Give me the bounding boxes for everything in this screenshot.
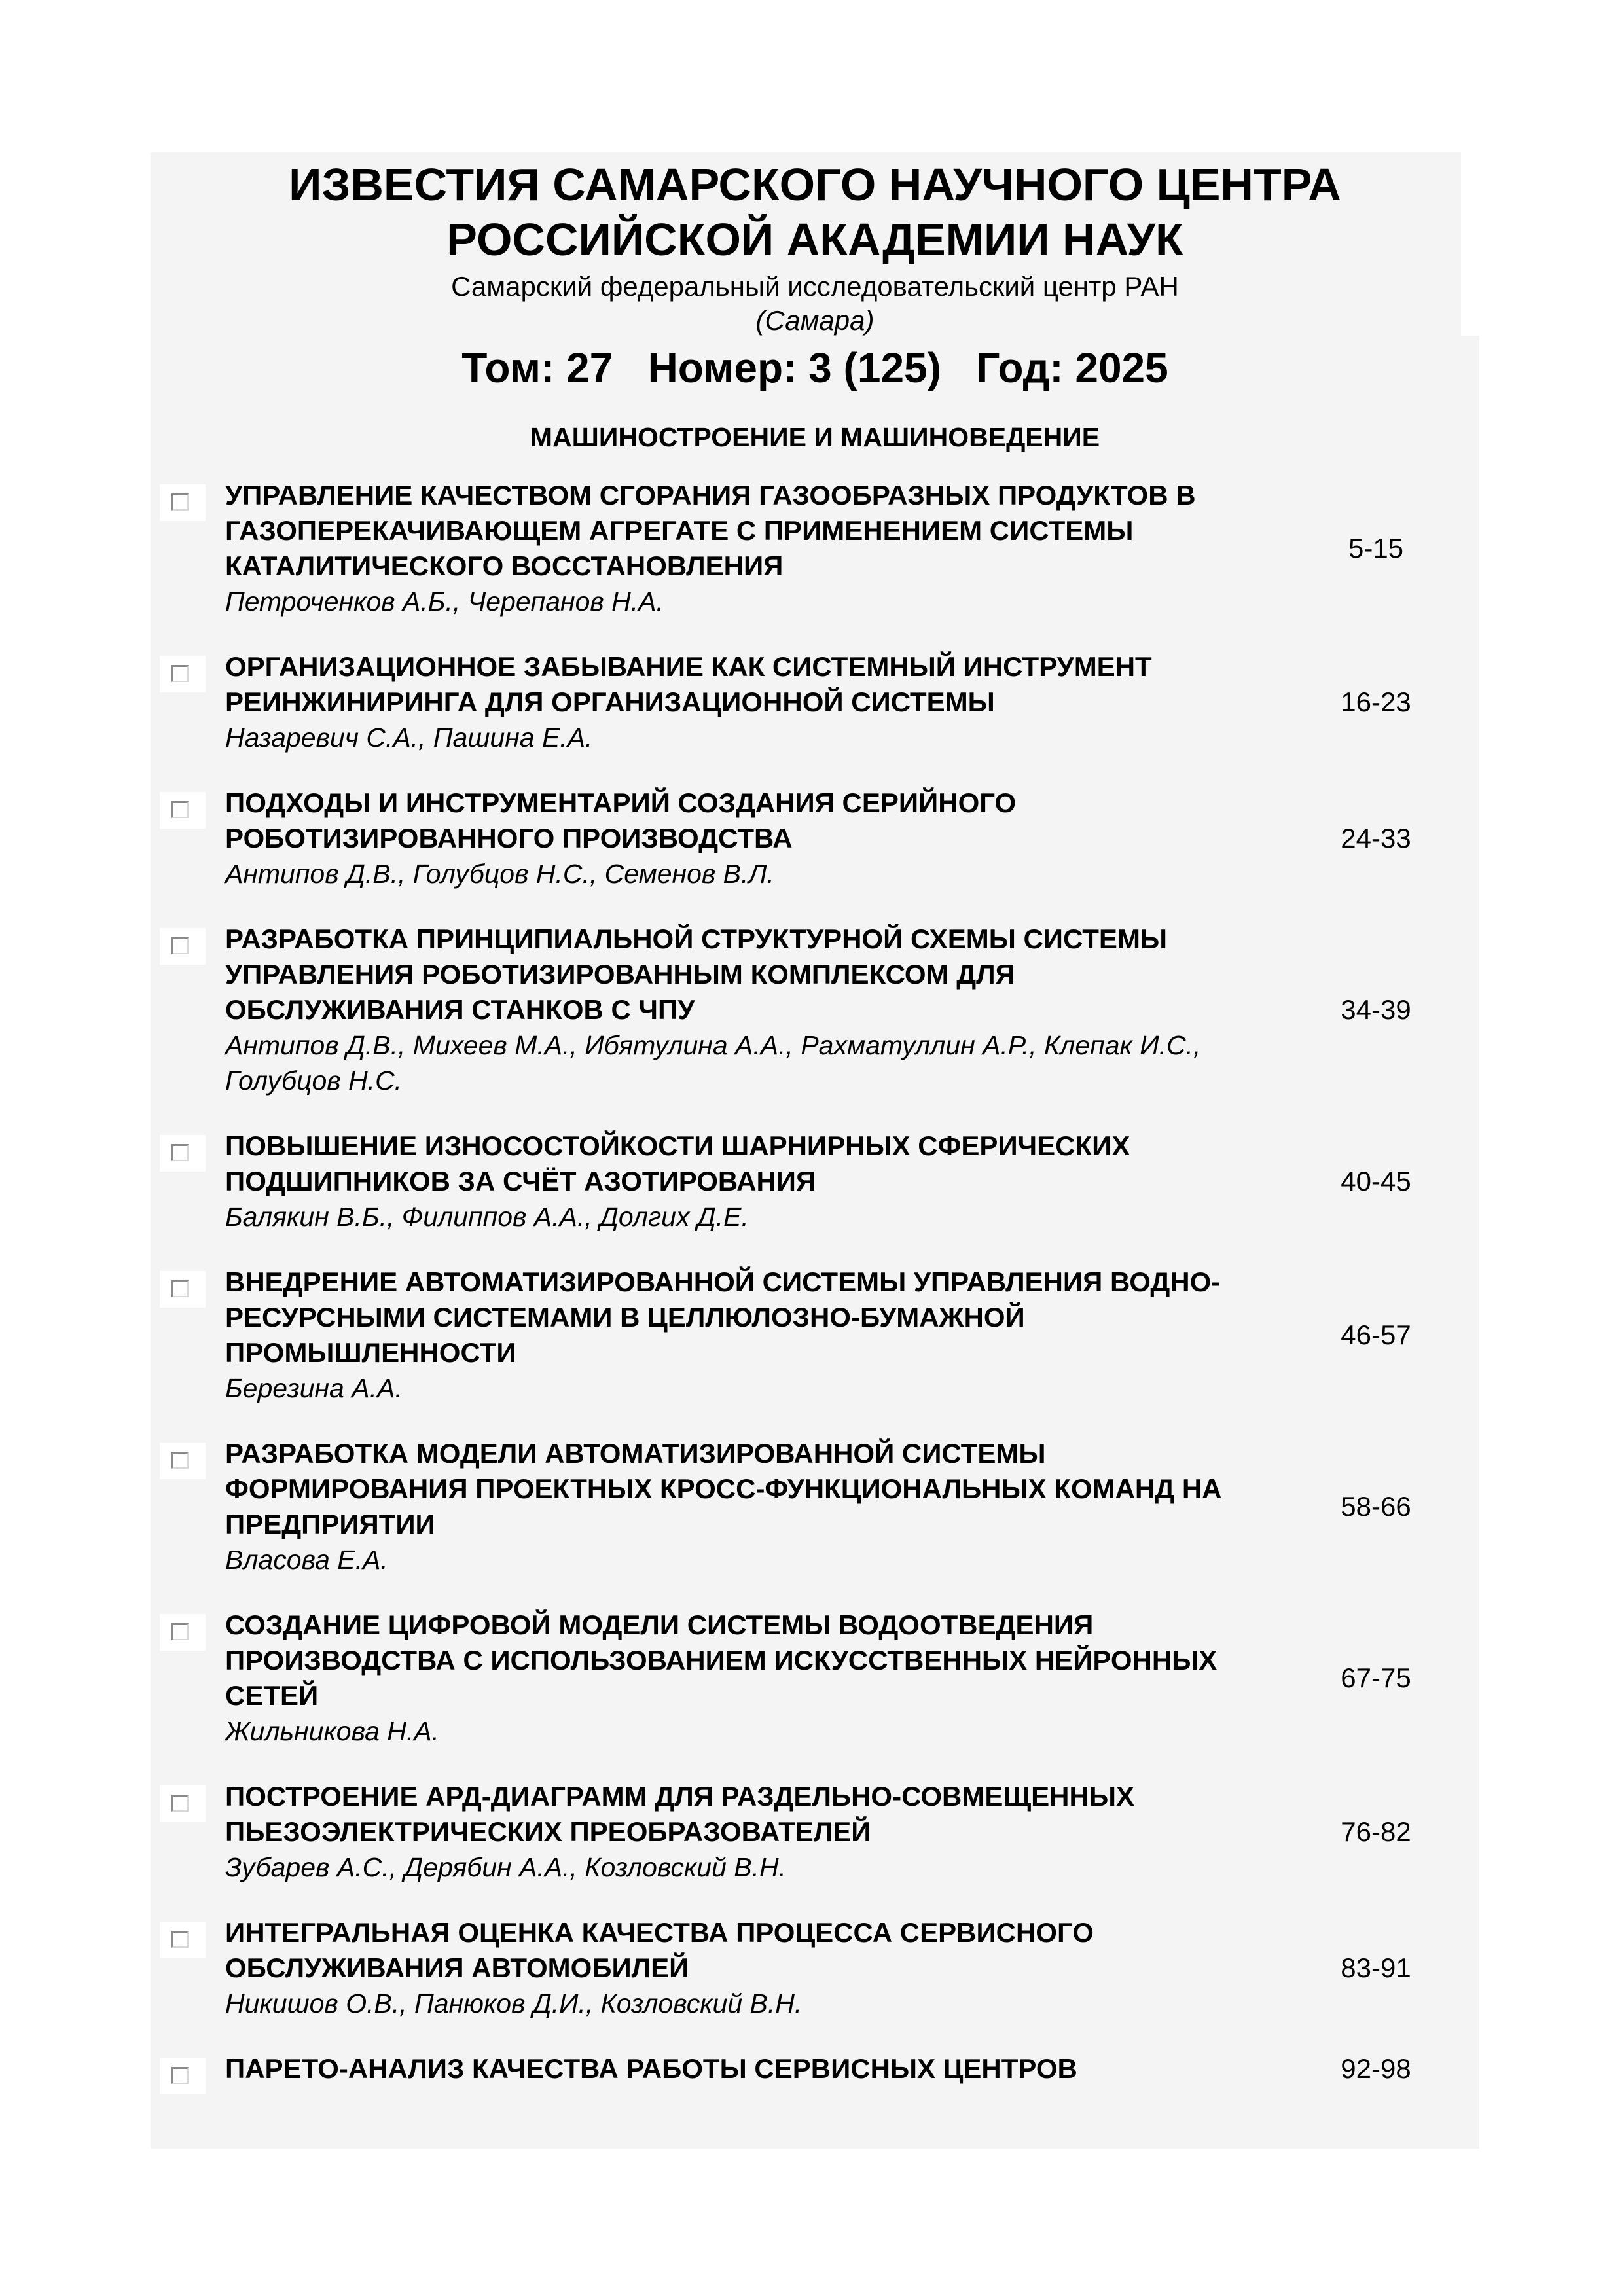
- checkbox-icon: [171, 493, 189, 511]
- article-title[interactable]: ПОВЫШЕНИЕ ИЗНОСОСТОЙКОСТИ ШАРНИРНЫХ СФЕРИЧЕСКИХ ПОДШИПНИКОВ ЗА СЧЁТ АЗОТИРОВАНИЯ: [225, 1130, 1130, 1196]
- article-title[interactable]: ИНТЕГРАЛЬНАЯ ОЦЕНКА КАЧЕСТВА ПРОЦЕССА СЕРВИСНОГО ОБСЛУЖИВАНИЯ АВТОМОБИЛЕЙ: [225, 1917, 1094, 1983]
- article-item: [151, 478, 1479, 619]
- article-checkbox[interactable]: [160, 2058, 206, 2094]
- article-authors: Петроченков А.Б., Черепанов Н.А.: [225, 586, 664, 617]
- issue-volume: Том: 27: [461, 344, 613, 391]
- issue-info: [151, 342, 1479, 394]
- issue-year: Год: 2025: [976, 344, 1168, 391]
- issue-number: Номер: 3 (125): [647, 344, 941, 391]
- article-pages: 40-45: [1341, 1166, 1411, 1196]
- article-item: [151, 785, 1479, 891]
- journal-publisher: Самарский федеральный исследовательский центр РАН: [451, 271, 1179, 302]
- article-pages: 16-23: [1341, 687, 1411, 717]
- article-checkbox[interactable]: [160, 1271, 206, 1308]
- journal-title: [151, 157, 1479, 267]
- article-title[interactable]: ОРГАНИЗАЦИОННОЕ ЗАБЫВАНИЕ КАК СИСТЕМНЫЙ ИНСТРУМЕНТ РЕИНЖИНИРИНГА ДЛЯ ОРГАНИЗАЦИОННОЙ СИСТЕМЫ: [225, 651, 1152, 717]
- article-pages: 83-91: [1341, 1952, 1411, 1983]
- article-pages: 92-98: [1341, 2053, 1411, 2084]
- checkbox-icon: [171, 1623, 189, 1640]
- article-authors: Зубарев А.С., Дерябин А.А., Козловский В.Н.: [225, 1852, 787, 1882]
- article-list: [151, 478, 1479, 2117]
- article-checkbox[interactable]: [160, 928, 206, 965]
- article-title[interactable]: РАЗРАБОТКА МОДЕЛИ АВТОМАТИЗИРОВАННОЙ СИСТЕМЫ ФОРМИРОВАНИЯ ПРОЕКТНЫХ КРОСС-ФУНКЦИОНАЛЬНЫХ КОМАНД НА ПРЕДПРИЯТИИ: [225, 1438, 1222, 1539]
- article-checkbox[interactable]: [160, 656, 206, 692]
- article-item: [151, 1265, 1479, 1406]
- checkbox-icon: [171, 937, 189, 954]
- checkbox-icon: [171, 2067, 189, 2084]
- article-checkbox[interactable]: [160, 484, 206, 521]
- checkbox-icon: [171, 1144, 189, 1161]
- article-title[interactable]: РАЗРАБОТКА ПРИНЦИПИАЛЬНОЙ СТРУКТУРНОЙ СХЕМЫ СИСТЕМЫ УПРАВЛЕНИЯ РОБОТИЗИРОВАННЫМ КОМПЛЕКСОМ ДЛЯ ОБСЛУЖИВАНИЯ СТАНКОВ С ЧПУ: [225, 924, 1168, 1025]
- article-pages: 76-82: [1341, 1816, 1411, 1847]
- article-authors: Жильникова Н.А.: [225, 1716, 440, 1746]
- article-item: [151, 1128, 1479, 1234]
- article-title[interactable]: СОЗДАНИЕ ЦИФРОВОЙ МОДЕЛИ СИСТЕМЫ ВОДООТВЕДЕНИЯ ПРОИЗВОДСТВА С ИСПОЛЬЗОВАНИЕМ ИСКУССТВЕННЫХ НЕЙРОННЫХ СЕТЕЙ: [225, 1609, 1218, 1711]
- article-authors: Балякин В.Б., Филиппов А.А., Долгих Д.Е.: [225, 1202, 749, 1232]
- article-item: [151, 2051, 1479, 2087]
- article-authors: Антипов Д.В., Михеев М.А., Ибятулина А.А., Рахматуллин А.Р., Клепак И.С., Голубцов Н.С.: [225, 1030, 1201, 1096]
- article-checkbox[interactable]: [160, 792, 206, 829]
- article-item: [151, 649, 1479, 755]
- article-item: [151, 922, 1479, 1098]
- article-authors: Антипов Д.В., Голубцов Н.С., Семенов В.Л.: [225, 859, 774, 889]
- journal-title-line1: ИЗВЕСТИЯ САМАРСКОГО НАУЧНОГО ЦЕНТРА: [289, 159, 1341, 210]
- checkbox-icon: [171, 1795, 189, 1812]
- article-title[interactable]: ПОДХОДЫ И ИНСТРУМЕНТАРИЙ СОЗДАНИЯ СЕРИЙНОГО РОБОТИЗИРОВАННОГО ПРОИЗВОДСТВА: [225, 787, 1017, 853]
- article-pages: 67-75: [1341, 1662, 1411, 1693]
- article-item: [151, 1779, 1479, 1885]
- article-pages: 46-57: [1341, 1319, 1411, 1350]
- article-authors: Власова Е.А.: [225, 1545, 388, 1575]
- article-title[interactable]: УПРАВЛЕНИЕ КАЧЕСТВОМ СГОРАНИЯ ГАЗООБРАЗНЫХ ПРОДУКТОВ В ГАЗОПЕРЕКАЧИВАЮЩЕМ АГРЕГАТЕ С ПРИМЕНЕНИЕМ СИСТЕМЫ КАТАЛИТИЧЕСКОГО ВОССТАНОВЛЕНИЯ: [225, 480, 1196, 581]
- checkbox-icon: [171, 1452, 189, 1469]
- article-checkbox[interactable]: [160, 1922, 206, 1958]
- journal-city: (Самара): [755, 305, 875, 336]
- article-pages: 34-39: [1341, 994, 1411, 1025]
- article-item: [151, 1607, 1479, 1749]
- article-authors: Назаревич С.А., Пашина Е.А.: [225, 723, 593, 753]
- section-heading: МАШИНОСТРОЕНИЕ И МАШИНОВЕДЕНИЕ: [530, 422, 1100, 452]
- article-authors: Никишов О.В., Панюков Д.И., Козловский В.Н.: [225, 1988, 803, 2018]
- article-title[interactable]: ПАРЕТО-АНАЛИЗ КАЧЕСТВА РАБОТЫ СЕРВИСНЫХ ЦЕНТРОВ: [225, 2053, 1077, 2084]
- article-title[interactable]: ВНЕДРЕНИЕ АВТОМАТИЗИРОВАННОЙ СИСТЕМЫ УПРАВЛЕНИЯ ВОДНО-РЕСУРСНЫМИ СИСТЕМАМИ В ЦЕЛЛЮЛОЗНО-БУМАЖНОЙ ПРОМЫШЛЕННОСТИ: [225, 1266, 1221, 1368]
- article-item: [151, 1915, 1479, 2021]
- article-title[interactable]: ПОСТРОЕНИЕ АРД-ДИАГРАММ ДЛЯ РАЗДЕЛЬНО-СОВМЕЩЕННЫХ ПЬЕЗОЭЛЕКТРИЧЕСКИХ ПРЕОБРАЗОВАТЕЛЕЙ: [225, 1781, 1134, 1847]
- article-authors: Березина А.А.: [225, 1373, 403, 1403]
- article-checkbox[interactable]: [160, 1135, 206, 1172]
- article-item: [151, 1436, 1479, 1577]
- article-pages: 5-15: [1348, 533, 1404, 564]
- checkbox-icon: [171, 1280, 189, 1297]
- checkbox-icon: [171, 665, 189, 682]
- article-checkbox[interactable]: [160, 1614, 206, 1651]
- article-pages: 58-66: [1341, 1491, 1411, 1522]
- article-checkbox[interactable]: [160, 1443, 206, 1479]
- checkbox-icon: [171, 1931, 189, 1948]
- journal-title-line2: РОССИЙСКОЙ АКАДЕМИИ НАУК: [446, 214, 1183, 265]
- article-checkbox[interactable]: [160, 1785, 206, 1822]
- checkbox-icon: [171, 801, 189, 818]
- article-pages: 24-33: [1341, 823, 1411, 853]
